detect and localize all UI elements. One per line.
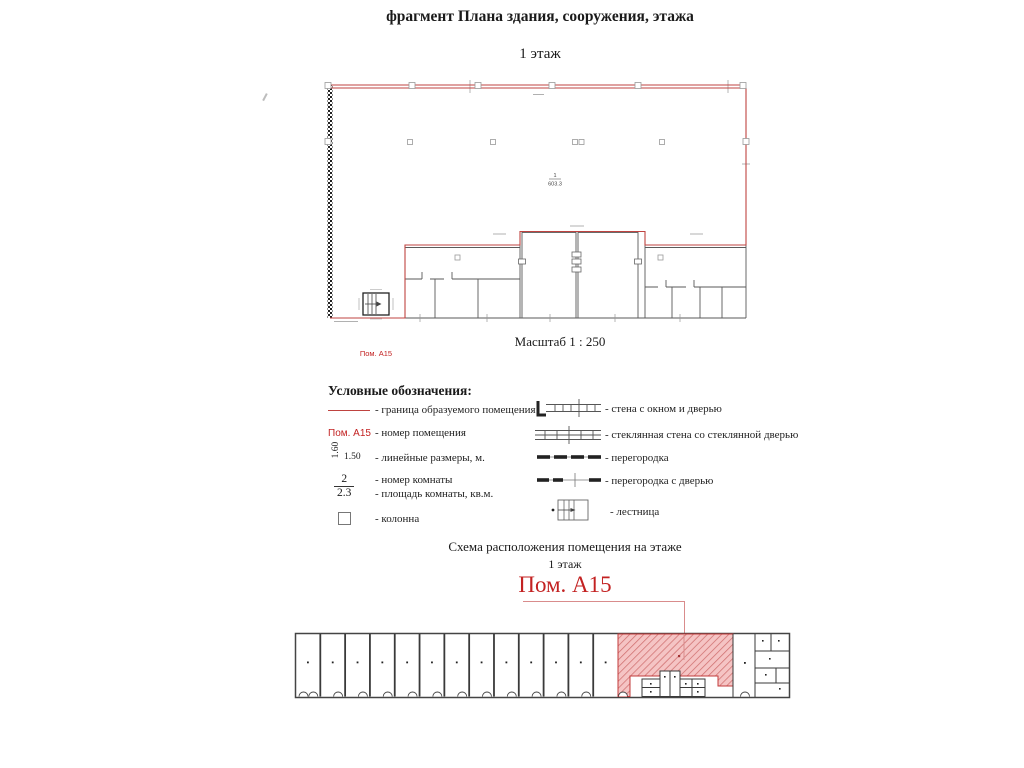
page-title: фрагмент Плана здания, сооружения, этажа <box>386 8 694 25</box>
hatched-left-wall <box>328 85 333 318</box>
legend-label-room-number: - номер комнаты <box>375 474 453 486</box>
legend-label-partition-door: - перегородка с дверью <box>605 475 714 487</box>
hatch-center-dot <box>678 655 680 657</box>
stray-pen-mark <box>262 93 267 101</box>
scale-label: Масштаб 1 : 250 <box>514 334 606 349</box>
boundary-line-symbol <box>328 410 370 411</box>
legend-label-boundary: - граница образуемого помещения <box>375 404 536 416</box>
stairs-symbol <box>548 497 596 525</box>
floor-label: 1 этаж <box>519 46 561 62</box>
premise-boundary <box>328 85 746 318</box>
partition-door-symbol <box>533 471 603 489</box>
legend-label-column: - колонна <box>375 513 420 525</box>
legend-label-premise-number: - номер помещения <box>375 427 466 439</box>
door-symbols <box>519 252 642 272</box>
floor-strip-plan <box>290 627 795 707</box>
legend-label-dimensions: - линейные размеры, м. <box>375 452 485 464</box>
legend-label-room-area: - площадь комнаты, кв.м. <box>375 488 494 500</box>
stairwell <box>359 290 393 320</box>
legend-title: Условные обозначения: <box>328 383 472 398</box>
scheme-floor-label: 1 этаж <box>548 557 582 571</box>
hall-room-label <box>548 173 562 188</box>
premise-number-symbol: Пом. А15 <box>328 428 371 439</box>
hall-room-number: 1 <box>553 173 557 179</box>
room-number-example: 2 <box>341 473 348 485</box>
vertical-dimension-symbol: 1.60 <box>331 441 341 459</box>
legend-label-glass-wall: - стеклянная стена со стеклянной дверью <box>605 429 799 441</box>
legend-label-stairs: - лестница <box>610 506 660 518</box>
dimension-ticks <box>334 80 750 322</box>
legend-label-wall-window-door: - стена с окном и дверью <box>605 403 722 415</box>
premise-a15-label: Пом. А15 <box>359 349 393 358</box>
column-symbol <box>338 512 351 525</box>
hall-room-area: 603.3 <box>548 181 562 188</box>
scheme-title: Схема расположения помещения на этаже <box>448 539 682 554</box>
room-area-example: 2.3 <box>334 486 354 500</box>
wall-window-door-symbol <box>531 398 606 420</box>
legend-label-partition: - перегородка <box>605 452 669 464</box>
room-number-area-symbol <box>334 473 354 500</box>
horizontal-dimension-symbol: 1.50 <box>344 452 361 462</box>
legend <box>328 383 798 543</box>
glass-wall-symbol <box>531 425 606 445</box>
columns <box>325 83 749 261</box>
scheme-premise-label: Пом. А15 <box>518 572 612 597</box>
partition-symbol <box>533 451 603 463</box>
main-floor-plan <box>318 76 754 362</box>
